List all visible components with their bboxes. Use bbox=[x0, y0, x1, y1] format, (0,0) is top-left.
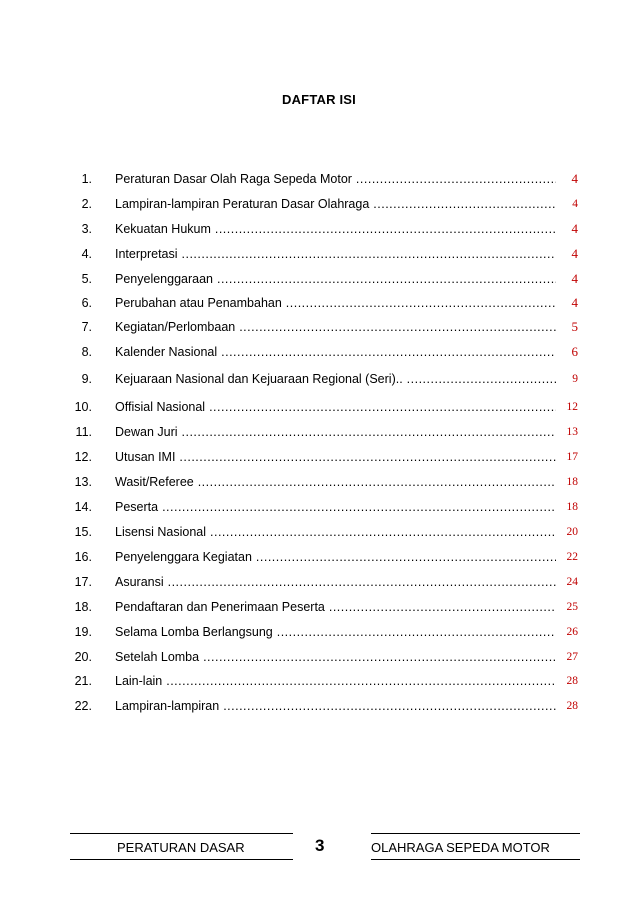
toc-entry[interactable] bbox=[58, 697, 578, 715]
toc-entry-page: 26 bbox=[556, 623, 578, 641]
toc-entry-label: Lampiran-lampiran ..... bbox=[115, 697, 570, 715]
toc-entry-number: 11. bbox=[75, 425, 92, 439]
toc-entry-number: 7. bbox=[81, 320, 92, 334]
toc-entry-label: Kegiatan/Perlombaan ..... bbox=[115, 318, 570, 336]
toc-entry[interactable] bbox=[58, 370, 578, 388]
toc-entry[interactable] bbox=[58, 270, 578, 288]
toc-entry[interactable] bbox=[58, 573, 578, 591]
toc-entry[interactable] bbox=[58, 170, 578, 188]
toc-entry-label: Lain-lain ..... bbox=[115, 672, 570, 690]
toc-entry-page: 12 bbox=[556, 398, 578, 416]
toc-entry-label: Offisial Nasional ..... bbox=[115, 398, 570, 416]
toc-entry-label: Interpretasi ..... bbox=[115, 245, 570, 263]
toc-entry-page: 17 bbox=[556, 448, 578, 466]
footer-rule-right-bottom bbox=[371, 859, 580, 860]
toc-entry[interactable] bbox=[58, 473, 578, 491]
toc-entry-page: 9 bbox=[556, 370, 578, 388]
toc-entry-label: Selama Lomba Berlangsung ..... bbox=[115, 623, 570, 641]
toc-entry[interactable] bbox=[58, 548, 578, 566]
toc-entry-page: 5 bbox=[556, 318, 578, 336]
footer-right-text: OLAHRAGA SEPEDA MOTOR bbox=[371, 840, 550, 855]
toc-entry-label: Dewan Juri ..... bbox=[115, 423, 570, 441]
toc-entry-label: Kalender Nasional ..... bbox=[115, 343, 570, 361]
toc-entry-page: 4 bbox=[556, 245, 578, 263]
footer-rule-left-top bbox=[70, 833, 293, 834]
toc-entry-number: 5. bbox=[81, 272, 92, 286]
toc-entry-page: 28 bbox=[556, 672, 578, 690]
toc-entry[interactable] bbox=[58, 220, 578, 238]
footer-rule-right-top bbox=[371, 833, 580, 834]
toc-entry-page: 4 bbox=[556, 195, 578, 213]
toc-entry-number: 10. bbox=[74, 400, 92, 414]
toc-entry-label: Penyelenggaraan ..... bbox=[115, 270, 570, 288]
toc-entry[interactable] bbox=[58, 423, 578, 441]
toc-entry[interactable] bbox=[58, 498, 578, 516]
toc-entry-page: 4 bbox=[556, 220, 578, 238]
toc-entry-number: 3. bbox=[81, 222, 92, 236]
toc-entry-number: 13. bbox=[74, 475, 92, 489]
toc-entry[interactable] bbox=[58, 598, 578, 616]
toc-entry[interactable] bbox=[58, 398, 578, 416]
toc-entry[interactable] bbox=[58, 245, 578, 263]
toc-entry-label: Wasit/Referee ..... bbox=[115, 473, 570, 491]
page-footer bbox=[0, 830, 638, 870]
toc-entry-label: Kejuaraan Nasional dan Kejuaraan Regional (Seri).. ..... bbox=[115, 370, 570, 388]
toc-entry-page: 4 bbox=[556, 294, 578, 312]
toc-entry-page: 6 bbox=[556, 343, 578, 361]
toc-entry[interactable] bbox=[58, 672, 578, 690]
footer-page-number: 3 bbox=[315, 836, 325, 855]
toc-entry-label: Peserta ..... bbox=[115, 498, 570, 516]
toc-entry-label: Lisensi Nasional ..... bbox=[115, 523, 570, 541]
toc-entry-label: Kekuatan Hukum ..... bbox=[115, 220, 570, 238]
toc-entry-label: Pendaftaran dan Penerimaan Peserta ..... bbox=[115, 598, 570, 616]
toc-entry-number: 18. bbox=[74, 600, 92, 614]
toc-entry[interactable] bbox=[58, 523, 578, 541]
toc-entry[interactable] bbox=[58, 623, 578, 641]
toc-entry[interactable] bbox=[58, 195, 578, 213]
toc-entry-label: Peraturan Dasar Olah Raga Sepeda Motor ..... bbox=[115, 170, 570, 188]
toc-entry-number: 19. bbox=[74, 625, 92, 639]
toc-entry-label: Asuransi ..... bbox=[115, 573, 570, 591]
toc-entry[interactable] bbox=[58, 648, 578, 666]
toc-entry-label: Perubahan atau Penambahan ..... bbox=[115, 294, 570, 312]
toc-entry-page: 25 bbox=[556, 598, 578, 616]
toc-entry-number: 22. bbox=[74, 699, 92, 713]
toc-entry-number: 8. bbox=[81, 345, 92, 359]
toc-entry-number: 2. bbox=[81, 197, 92, 211]
toc-entry-page: 22 bbox=[556, 548, 578, 566]
toc-entry-number: 1. bbox=[81, 172, 92, 186]
toc-entry-page: 18 bbox=[556, 473, 578, 491]
toc-entry-page: 18 bbox=[556, 498, 578, 516]
toc-entry-number: 14. bbox=[74, 500, 92, 514]
toc-entry-page: 24 bbox=[556, 573, 578, 591]
toc-entry-number: 16. bbox=[74, 550, 92, 564]
toc-entry[interactable] bbox=[58, 448, 578, 466]
toc-entry[interactable] bbox=[58, 294, 578, 312]
page-title: DAFTAR ISI bbox=[282, 92, 356, 107]
toc-entry-number: 9. bbox=[81, 372, 92, 386]
toc-entry[interactable] bbox=[58, 318, 578, 336]
toc-entry-page: 27 bbox=[556, 648, 578, 666]
toc-entry-number: 4. bbox=[81, 247, 92, 261]
toc-entry-number: 21. bbox=[74, 674, 92, 688]
toc-entry-label: Setelah Lomba ..... bbox=[115, 648, 570, 666]
toc-entry-label: Lampiran-lampiran Peraturan Dasar Olahraga ..... bbox=[115, 195, 570, 213]
toc-entry-page: 13 bbox=[556, 423, 578, 441]
toc-entry-number: 6. bbox=[81, 296, 92, 310]
footer-rule-left-bottom bbox=[70, 859, 293, 860]
toc-entry-number: 15. bbox=[74, 525, 92, 539]
toc-entry-page: 28 bbox=[556, 697, 578, 715]
toc-entry[interactable] bbox=[58, 343, 578, 361]
toc-entry-page: 4 bbox=[556, 270, 578, 288]
toc-entry-number: 17. bbox=[74, 575, 92, 589]
footer-left-text: PERATURAN DASAR bbox=[117, 840, 245, 855]
toc-entry-number: 20. bbox=[74, 650, 92, 664]
toc-entry-label: Utusan IMI ..... bbox=[115, 448, 570, 466]
toc-entry-page: 20 bbox=[556, 523, 578, 541]
toc-entry-label: Penyelenggara Kegiatan ..... bbox=[115, 548, 570, 566]
toc-entry-page: 4 bbox=[556, 170, 578, 188]
toc-entry-number: 12. bbox=[74, 450, 92, 464]
